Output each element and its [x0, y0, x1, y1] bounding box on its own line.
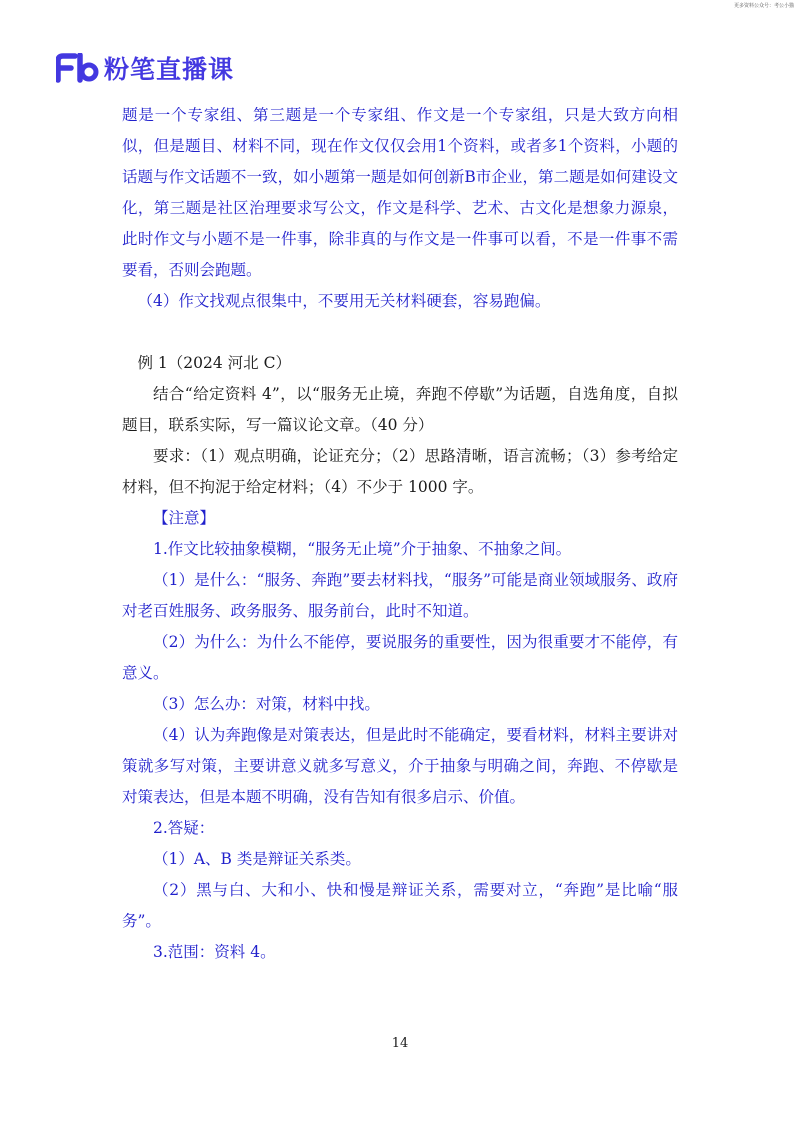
note-item-2-point-1: （1）A、B 类是辩证关系类。: [153, 850, 361, 868]
paragraph-point-4: （4）作文找观点很集中，不要用无关材料硬套，容易跑偏。: [137, 292, 551, 310]
top-note: 更多资料公众号：考公小猫: [733, 3, 794, 9]
example-heading: 例 1（2024 河北 C）: [137, 354, 291, 372]
note-item-1-why: （2）为什么：为什么不能停，要说服务的重要性，因为很重要才不能停，有意义。: [122, 633, 678, 682]
note-item-3: 3.范围：资料 4。: [153, 943, 276, 961]
example-requirements: 要求：（1）观点明确，论证充分；（2）思路清晰，语言流畅；（3）参考给定材料，但不拘泥于给定材料；（4）不少于 1000 字。: [122, 447, 678, 496]
paragraph-continued: 题是一个专家组、第三题是一个专家组、作文是一个专家组，只是大致方向相似，但是题目、材料不同，现在作文仅仅会用1个资料，或者多1个资料，小题的话题与作文话题不一致，如小题第一题是如何创新B市企业，第二题是如何建设文化，第三题是社区治理要求写公文，作文是科学、艺术、古文化是想象力源泉，此时作文与小题不是一件事，除非真的与作文是一件事可以看，不是一件事不需要看，否则会跑题。: [122, 106, 678, 279]
note-item-2-point-2: （2）黑与白、大和小、快和慢是辩证关系，需要对立，“奔跑”是比喻“服务”。: [122, 881, 678, 930]
example-question: 结合“给定资料 4”，以“服务无止境，奔跑不停歇”为话题，自选角度，自拟题目，联系实际，写一篇议论文章。（40 分）: [122, 385, 678, 434]
brand-name: 粉笔直播课: [104, 55, 235, 84]
note-item-2: 2.答疑：: [153, 819, 215, 837]
document-body: [122, 100, 678, 968]
page-number: 14: [391, 1036, 409, 1051]
paragraph-gap: [122, 317, 678, 348]
header: [56, 50, 234, 86]
fenbi-logo-icon: [56, 51, 102, 85]
note-item-1-how: （3）怎么办：对策，材料中找。: [153, 695, 380, 713]
note-item-1: 1.作文比较抽象模糊，“服务无止境”介于抽象、不抽象之间。: [153, 540, 572, 558]
note-item-1-what: （1）是什么：“服务、奔跑”要去材料找，“服务”可能是商业领域服务、政府对老百姓服务、政务服务、服务前台，此时不知道。: [122, 571, 678, 620]
note-item-1-point-4: （4）认为奔跑像是对策表达，但是此时不能确定，要看材料，材料主要讲对策就多写对策，主要讲意义就多写意义，介于抽象与明确之间，奔跑、不停歇是对策表达，但是本题不明确，没有告知有很多启示、价值。: [122, 726, 678, 806]
note-heading: 【注意】: [153, 509, 216, 527]
